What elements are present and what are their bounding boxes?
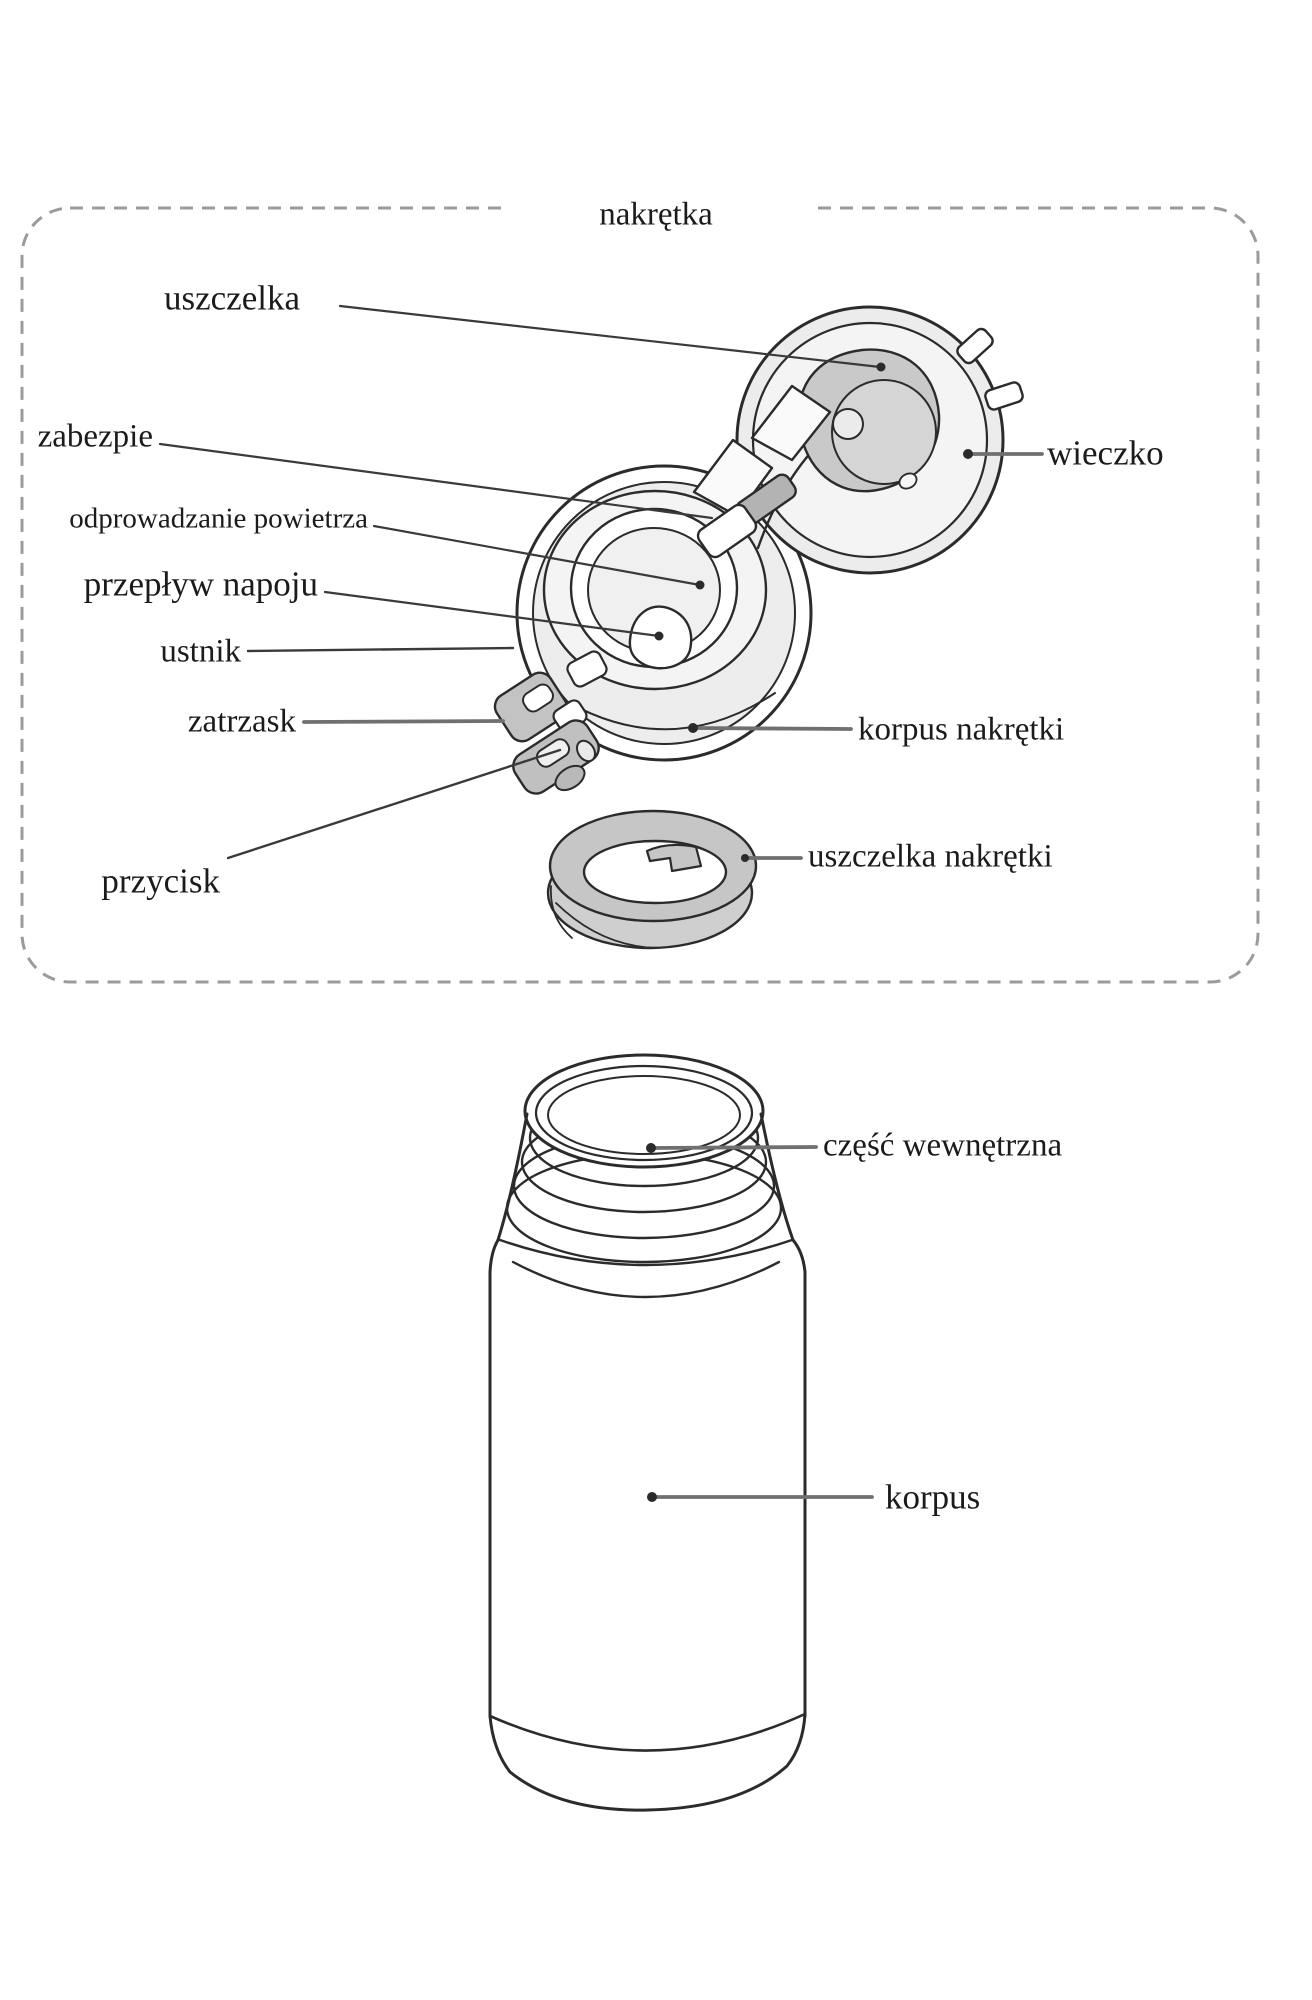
label-wieczko: wieczko: [1047, 433, 1164, 473]
label-zatrzask: zatrzask: [187, 703, 296, 740]
label-nakretka: nakrętka: [599, 196, 713, 233]
label-czesc-wewnetrzna: część wewnętrzna: [823, 1127, 1063, 1164]
label-korpus-nakretki: korpus nakrętki: [858, 711, 1065, 748]
label-przeplyw-napoju: przepływ napoju: [83, 564, 318, 604]
label-ustnik: ustnik: [160, 633, 241, 670]
label-uszczelka: uszczelka: [163, 278, 300, 318]
cap-gasket-ring-drawing: [548, 811, 756, 948]
label-korpus: korpus: [885, 1477, 981, 1517]
label-zabezpieczenie: zabezpie: [37, 418, 153, 455]
label-odprowadzanie-powietrza: odprowadzanie powietrza: [69, 502, 368, 535]
label-uszczelka-nakretki: uszczelka nakrętki: [808, 838, 1053, 875]
label-przycisk: przycisk: [101, 861, 220, 901]
bottle-drawing: [490, 1055, 805, 1810]
